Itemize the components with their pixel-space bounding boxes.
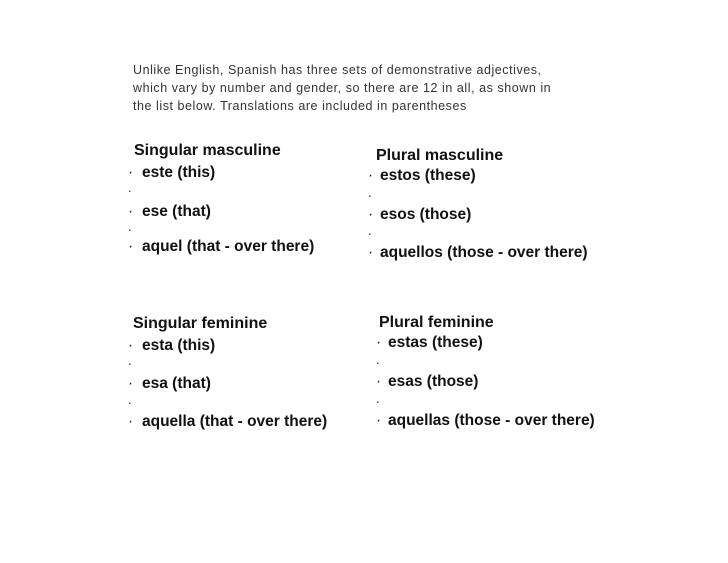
bullet-icon: ·	[368, 244, 374, 261]
bullet-icon: ·	[128, 238, 134, 255]
separator-dot: .	[128, 180, 132, 195]
group-heading: Plural masculine	[376, 147, 504, 164]
item-text: aquella (that - over there)	[142, 413, 328, 430]
separator-dot: .	[128, 392, 132, 407]
item-text: esa (that)	[142, 375, 211, 392]
bullet-icon: ·	[128, 375, 134, 392]
list-item	[376, 373, 478, 391]
item-text: aquellas (those - over there)	[388, 412, 595, 429]
list-item	[128, 238, 314, 256]
intro-line-3: the list below. Translations are included in parentheses	[133, 99, 467, 113]
bullet-icon: ·	[128, 164, 134, 181]
list-item	[368, 206, 471, 224]
list-item	[368, 244, 588, 262]
list-item	[376, 334, 483, 352]
list-item	[128, 413, 327, 431]
intro-line-2: which vary by number and gender, so there are 12 in all, as shown in	[133, 81, 552, 95]
bullet-icon: ·	[376, 334, 382, 351]
item-text: estos (these)	[380, 167, 476, 184]
list-item	[376, 412, 595, 430]
item-text: esos (those)	[380, 206, 472, 223]
list-item	[128, 375, 211, 393]
group-heading: Singular masculine	[134, 142, 281, 159]
plural-feminine-group	[376, 314, 656, 434]
bullet-icon: ·	[128, 203, 134, 220]
bullet-icon: ·	[128, 337, 134, 354]
bullet-icon: ·	[376, 373, 382, 390]
separator-dot: .	[368, 185, 372, 200]
item-text: esas (those)	[388, 373, 479, 390]
list-item	[128, 164, 215, 182]
item-text: esta (this)	[142, 337, 216, 354]
list-item	[128, 203, 211, 221]
item-text: aquel (that - over there)	[142, 238, 315, 255]
separator-dot: .	[128, 353, 132, 368]
item-text: aquellos (those - over there)	[380, 244, 588, 261]
separator-dot: .	[368, 223, 372, 238]
bullet-icon: ·	[368, 206, 374, 223]
separator-dot: .	[128, 219, 132, 234]
separator-dot: .	[376, 352, 380, 367]
plural-masculine-group	[368, 147, 648, 267]
list-item	[368, 167, 476, 185]
list-item	[128, 337, 215, 355]
group-heading: Plural feminine	[379, 314, 494, 331]
bullet-icon: ·	[128, 413, 134, 430]
bullet-icon: ·	[376, 412, 382, 429]
group-heading: Singular feminine	[133, 315, 268, 332]
intro-line-1: Unlike English, Spanish has three sets of demonstrative adjectives,	[133, 63, 542, 77]
separator-dot: .	[376, 391, 380, 406]
singular-feminine-group	[128, 315, 368, 435]
intro-paragraph	[133, 61, 603, 115]
item-text: este (this)	[142, 164, 216, 181]
item-text: estas (these)	[388, 334, 483, 351]
bullet-icon: ·	[368, 167, 374, 184]
singular-masculine-group	[128, 142, 358, 262]
item-text: ese (that)	[142, 203, 211, 220]
